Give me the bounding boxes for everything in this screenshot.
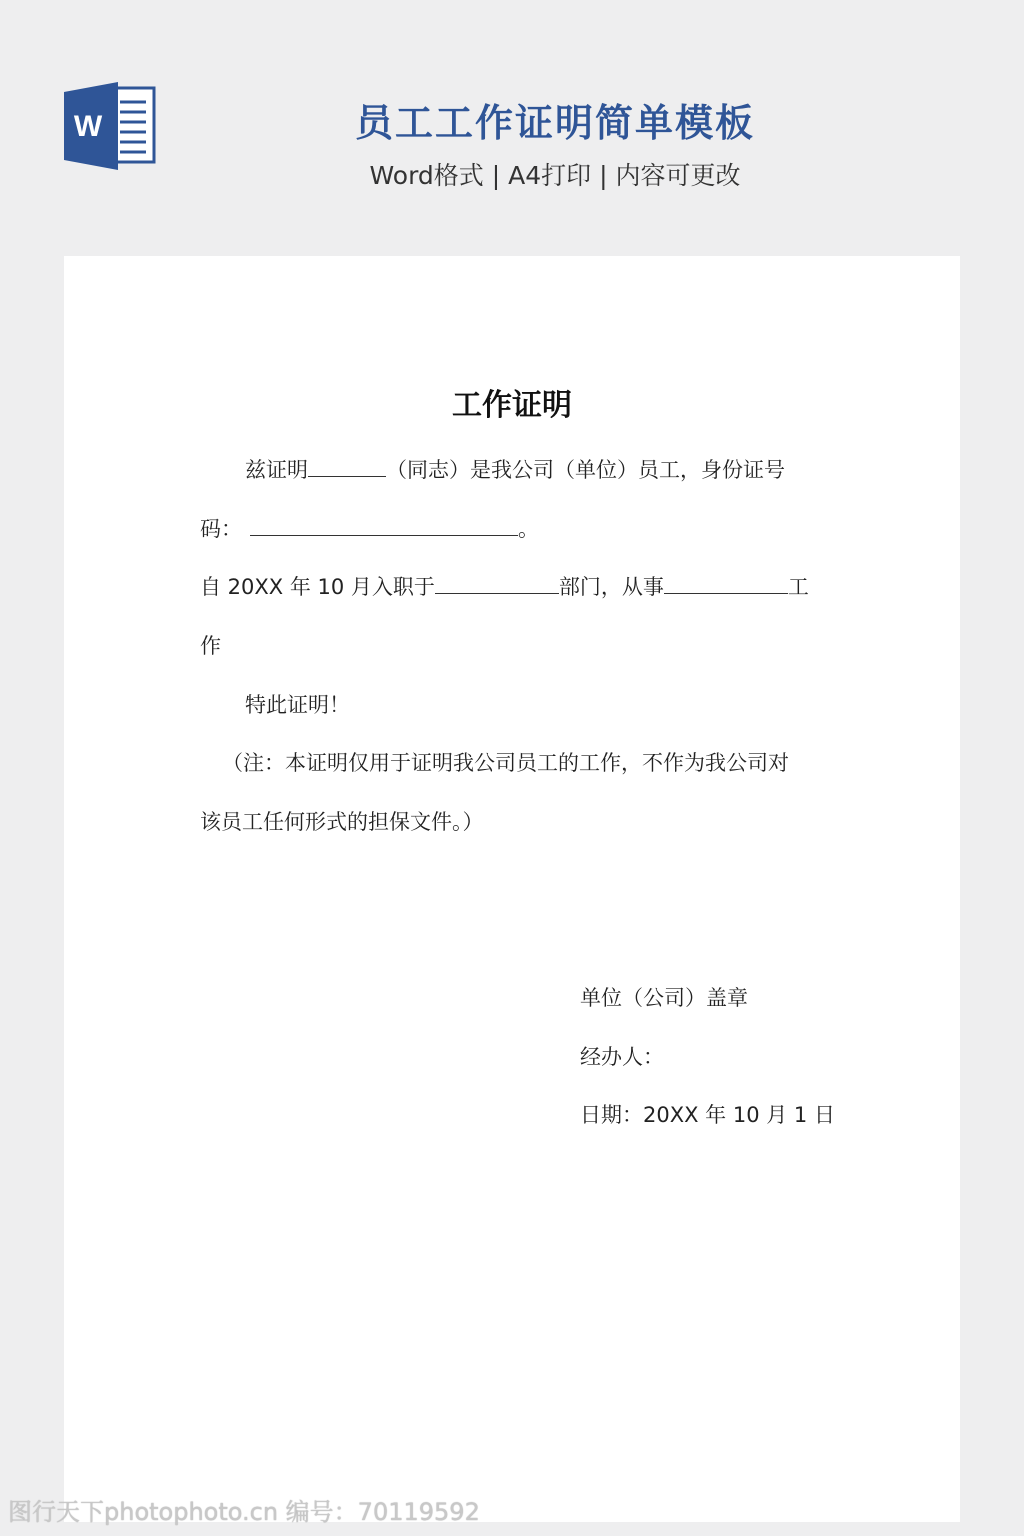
signature-company: 单位（公司）盖章: [580, 986, 748, 1010]
page-title: 员工工作证明简单模板: [354, 101, 755, 145]
note-line-1: （注：本证明仅用于证明我公司员工的工作，不作为我公司对: [222, 751, 789, 775]
signature-handler: 经办人：: [580, 1045, 664, 1069]
name-blank: [308, 456, 386, 477]
para1-text-c: 码：: [200, 517, 242, 541]
para2-text-a: 自 20XX 年 10 月入职于: [200, 575, 435, 599]
note-line-2: 该员工任何形式的担保文件。）: [200, 810, 484, 834]
department-blank: [435, 573, 559, 594]
para1-text-a: 兹证明: [245, 458, 308, 482]
para2-text-c: 工: [787, 575, 809, 599]
watermark: 图行天下photophoto.cn 编号：70119592: [8, 1498, 480, 1526]
para2-text-b: 部门，从事: [558, 575, 664, 599]
document-page: [64, 256, 960, 1522]
signature-date: 日期：20XX 年 10 月 1 日: [580, 1103, 835, 1127]
paragraph-line-3: [200, 571, 809, 601]
paragraph-line-2: [200, 513, 539, 543]
word-logo-letter: W: [73, 110, 103, 143]
paragraph-line-4: 作: [200, 634, 221, 658]
paragraph-line-1: [245, 454, 785, 484]
word-document-icon: [64, 82, 156, 170]
para1-text-b: （同志）是我公司（单位）员工，身份证号: [386, 458, 785, 482]
page-subtitle: Word格式 | A4打印 | 内容可更改: [369, 161, 741, 190]
para1-text-d: 。: [518, 517, 539, 541]
certify-line: 特此证明！: [245, 693, 350, 717]
id-number-blank: [250, 515, 518, 536]
position-blank: [664, 573, 788, 594]
document-title: 工作证明: [452, 388, 572, 423]
